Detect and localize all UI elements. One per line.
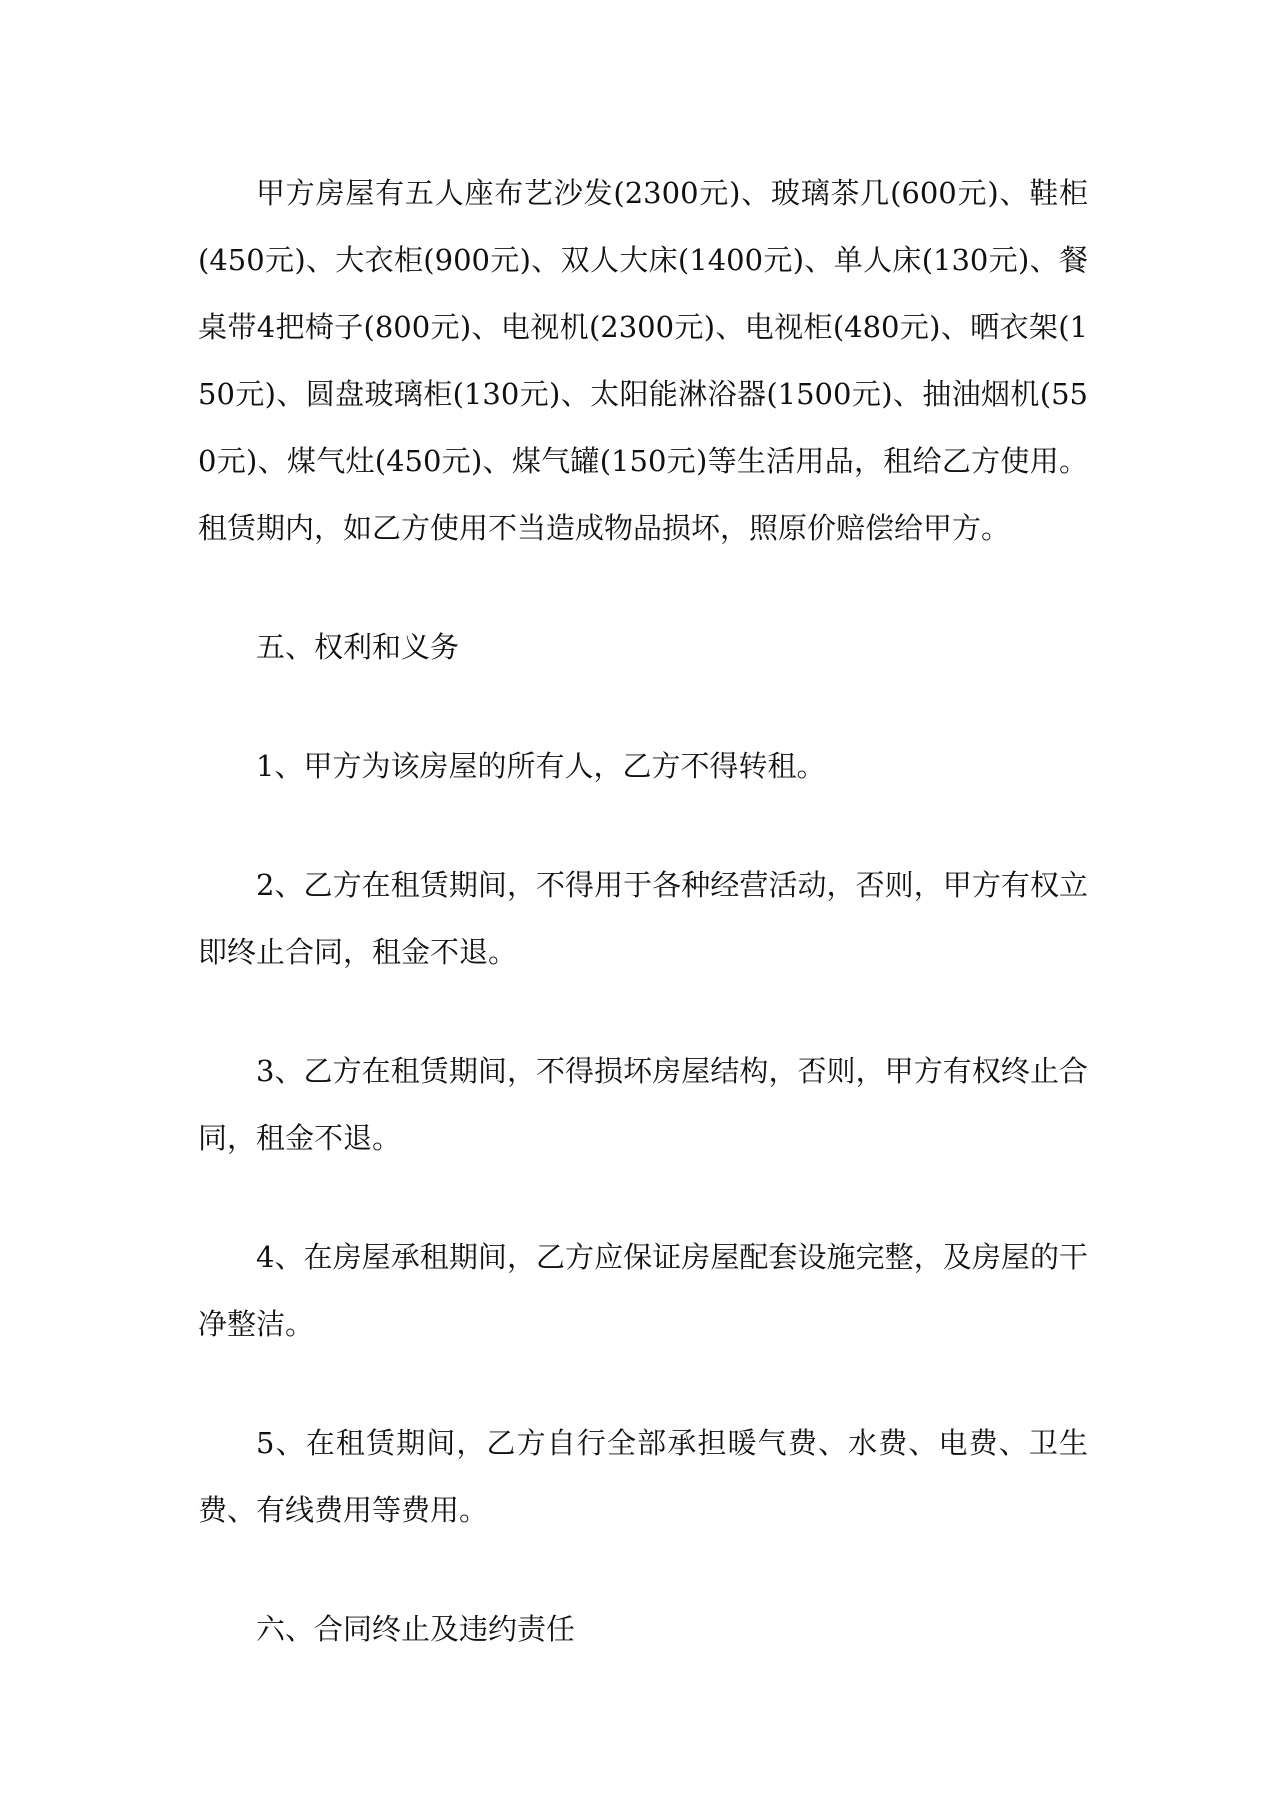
paragraph-gap bbox=[198, 1358, 1088, 1410]
section-heading-termination-liability: 六、合同终止及违约责任 bbox=[256, 1612, 576, 1646]
paragraph-gap bbox=[198, 681, 1088, 733]
paragraph-gap bbox=[198, 986, 1088, 1038]
paragraph-gap bbox=[198, 1172, 1088, 1224]
clause-1: 1、甲方为该房屋的所有人，乙方不得转租。 bbox=[256, 749, 826, 783]
section-heading-rights-obligations: 五、权利和义务 bbox=[256, 630, 460, 664]
paragraph-gap bbox=[198, 562, 1088, 614]
clause-2: 2、乙方在租赁期间，不得用于各种经营活动，否则，甲方有权立即终止合同，租金不退。 bbox=[198, 868, 1088, 969]
clause-4: 4、在房屋承租期间，乙方应保证房屋配套设施完整，及房屋的干净整洁。 bbox=[198, 1240, 1088, 1341]
paragraph-gap bbox=[198, 1544, 1088, 1596]
clause-5: 5、在租赁期间，乙方自行全部承担暖气费、水费、电费、卫生费、有线费用等费用。 bbox=[198, 1426, 1088, 1527]
document-page bbox=[198, 160, 1088, 1663]
furniture-list-paragraph: 甲方房屋有五人座布艺沙发(2300元)、玻璃茶几(600元)、鞋柜(450元)、大衣柜(900元)、双人大床(1400元)、单人床(130元)、餐桌带4把椅子(800元)、电视机(2300元)、电视柜(480元)、晒衣架(150元)、圆盘玻璃柜(130元)、太阳能淋浴器(1500元)、抽油烟机(550元)、煤气灶(450元)、煤气罐(150元)等生活用品，租给乙方使用。租赁期内，如乙方使用不当造成物品损坏，照原价赔偿给甲方。 bbox=[198, 176, 1088, 545]
clause-3: 3、乙方在租赁期间，不得损坏房屋结构，否则，甲方有权终止合同，租金不退。 bbox=[198, 1054, 1088, 1155]
paragraph-gap bbox=[198, 800, 1088, 852]
